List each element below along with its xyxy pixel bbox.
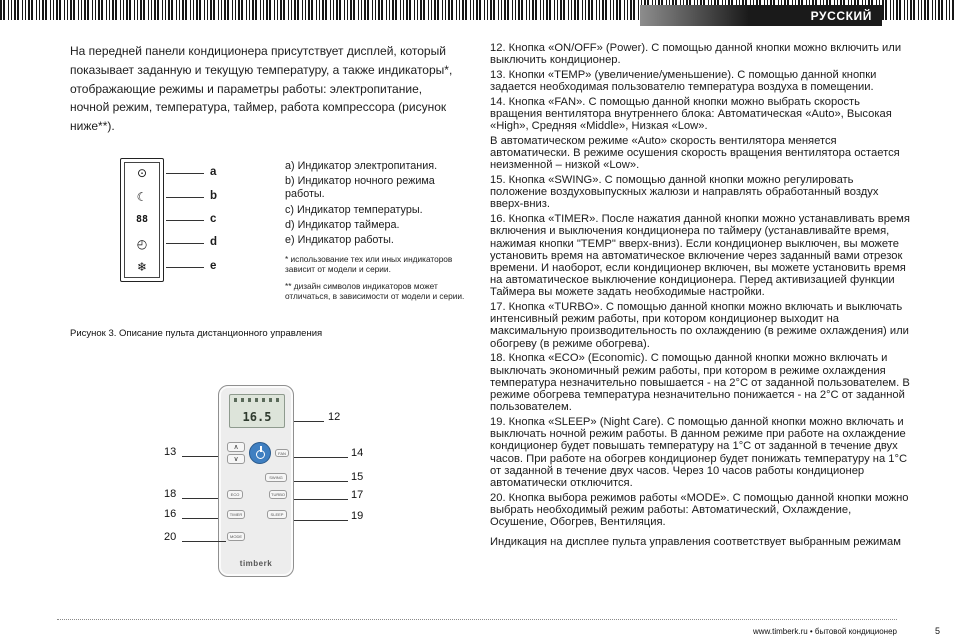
legend-item-d: d) Индикатор таймера. [285, 218, 400, 231]
temp-down-button: ∨ [227, 454, 245, 464]
callout-12: 12 [328, 411, 341, 423]
page-number: 5 [934, 626, 940, 636]
callout-line-15 [294, 481, 348, 482]
power-indicator-icon: ⊙ [136, 166, 148, 180]
timer-indicator-icon: ◴ [136, 236, 148, 251]
indicator-callout-line [166, 220, 204, 221]
instruction-item-19: 19. Кнопка «SLEEP» (Night Care). С помощью данной кнопки можно включать и выключать ночной режим работы. В данном режиме при работе на охлаждение кондиционер будет повышать температуру на 1°С от заданной в течение двух часов. При работе на обогрев кондиционер будет понижать температуру на 1°С от заданной в течение двух часов. Через 10 часов работы кондиционер автоматически отключится. [490, 415, 908, 489]
footnote-2: ** дизайн символов индикаторов может отличаться, в зависимости от модели и серии. [285, 281, 465, 302]
callout-line-13 [182, 456, 218, 457]
indicator-callout-line [166, 197, 204, 198]
instruction-item-14-note: В автоматическом режиме «Auto» скорость вентилятора меняется автоматически. В режиме осушения скорость вращения вентилятора остается неизменной – низкой «Low». [490, 134, 900, 172]
callout-13: 13 [164, 446, 177, 458]
indicator-callout-line [166, 243, 204, 244]
temperature-indicator-digits: 88 [135, 214, 149, 225]
callout-14: 14 [351, 447, 364, 459]
indicator-callout-line [166, 267, 204, 268]
callout-19: 19 [351, 510, 364, 522]
callout-17: 17 [351, 489, 364, 501]
indicator-letter-c: c [210, 213, 217, 225]
instruction-item-17: 17. Кнопка «TURBO». С помощью данной кнопки можно включать и выключать интенсивный режим работы, при котором кондиционер выходит на максимальную производительность по охлаждению (в режиме охлаждения) или обогреву (в режиме обогрева). [490, 301, 909, 350]
timer-button: TIMER [227, 510, 245, 519]
temp-up-button: ∧ [227, 442, 245, 452]
instruction-item-15: 15. Кнопка «SWING». С помощью данной кнопки можно регулировать положение воздуховыпускных жалюзи и направлять обработанный воздух вверх-вниз. [490, 174, 879, 211]
instruction-item-18: 18. Кнопка «ECO» (Economic). С помощью данной кнопки можно включать и выключать экономичный режим работы, при котором в режиме охлаждения температура незначительно повышается - на 2°С от заданной пользователем. В режиме обогрева температура незначительно понижается - на 2°С от заданной пользователем. [490, 352, 910, 414]
turbo-button: TURBO [271, 492, 285, 497]
operation-indicator-icon: ❄ [136, 260, 148, 274]
callout-line-12 [294, 421, 324, 422]
mode-button: MODE [227, 532, 245, 541]
instruction-item-12: 12. Кнопка «ON/OFF» (Power). С помощью данной кнопки можно включить или выключить кондиционер. [490, 42, 902, 67]
legend-item-e: e) Индикатор работы. [285, 234, 394, 247]
footer-dotted-divider [57, 619, 897, 620]
instruction-item-13: 13. Кнопки «TEMP» (увеличение/уменьшение). С помощью данной кнопки задается необходимая пользователю температура воздуха в помещении. [490, 68, 877, 94]
sleep-button: SLEEP [267, 510, 287, 519]
eco-button: ECO [227, 490, 243, 499]
callout-line-18 [182, 498, 218, 499]
brand-logo: timberk [239, 559, 273, 568]
callout-15: 15 [351, 471, 364, 483]
display-indicator-box [120, 158, 164, 282]
remote-lcd-display [229, 394, 285, 428]
figure-caption: Рисунок 3. Описание пульта дистанционного управления [70, 328, 323, 339]
instruction-item-16: 16. Кнопка «TIMER». После нажатия данной кнопки можно устанавливать время включения и выключения кондиционера по таймеру (устанавливайте время, нажимая кнопки "TEMP" вверх-вниз). Если кондиционер выключен, вы можете установить время на автоматическое включение через заданный вами отрезок времени. И наоборот, если кондиционер включен, вы можете установить время на автоматическое выключение кондиционера. Перед активизацией функции Таймера вы можете задать необходимые настройки. [490, 213, 910, 299]
fan-button: FAN [275, 449, 289, 457]
legend-item-a: a) Индикатор электропитания. [285, 160, 438, 172]
callout-line-14 [294, 457, 348, 458]
callout-line-20 [182, 541, 226, 542]
legend-item-c: c) Индикатор температуры. [285, 203, 423, 216]
lcd-status-icons [234, 398, 282, 402]
indicator-legend [285, 160, 465, 303]
night-mode-indicator-icon: ☾ [136, 189, 148, 204]
callout-line-16 [182, 518, 218, 519]
indicator-letter-b: b [210, 190, 218, 202]
lcd-temperature-value: 16.5 [242, 410, 272, 424]
instructions-column [490, 42, 911, 551]
remote-control-illustration [218, 385, 294, 577]
language-label: РУССКИЙ [810, 8, 872, 23]
indicator-letter-e: e [210, 260, 217, 272]
instruction-item-20: 20. Кнопка выбора режимов работы «MODE». С помощью данной кнопки можно выбрать необходимый режим работы: Автоматический, Охлаждение, Осушение, Обогрев, Вентиляция. [490, 491, 909, 529]
intro-paragraph: На передней панели кондиционера присутствует дисплей, который показывает заданную и текущую температуру, а также индикаторы*, отображающие режимы и параметры работы: электропитание, ночной режим, температура, таймер, работа компрессора (рисунок ниже**). [70, 44, 453, 134]
indicator-letter-a: a [210, 166, 217, 178]
indicator-callout-line [166, 173, 204, 174]
callout-line-19 [294, 520, 348, 521]
callout-18: 18 [164, 488, 177, 500]
footnote-1: * использование тех или иных индикаторов зависит от модели и серии. [285, 254, 453, 275]
callout-16: 16 [164, 508, 177, 520]
power-button-icon [249, 442, 271, 464]
instruction-item-14: 14. Кнопка «FAN». С помощью данной кнопки можно выбрать скорость вращения вентилятора внутреннего блока: Автоматическая «Auto», Высокая «High», Средняя «Middle», Низкая «Low». [490, 95, 892, 133]
indicator-letter-d: d [210, 236, 218, 248]
callout-20: 20 [164, 531, 177, 543]
closing-note: Индикация на дисплее пульта управления соответствует выбранным режимам [490, 536, 901, 549]
footer-site-label: www.timberk.ru • бытовой кондиционер [753, 627, 897, 636]
callout-line-17 [294, 499, 348, 500]
swing-button: SWING [265, 473, 287, 482]
legend-item-b: b) Индикатор ночного режима работы. [285, 175, 435, 201]
language-banner [640, 5, 882, 26]
display-indicator-bezel [124, 162, 160, 278]
